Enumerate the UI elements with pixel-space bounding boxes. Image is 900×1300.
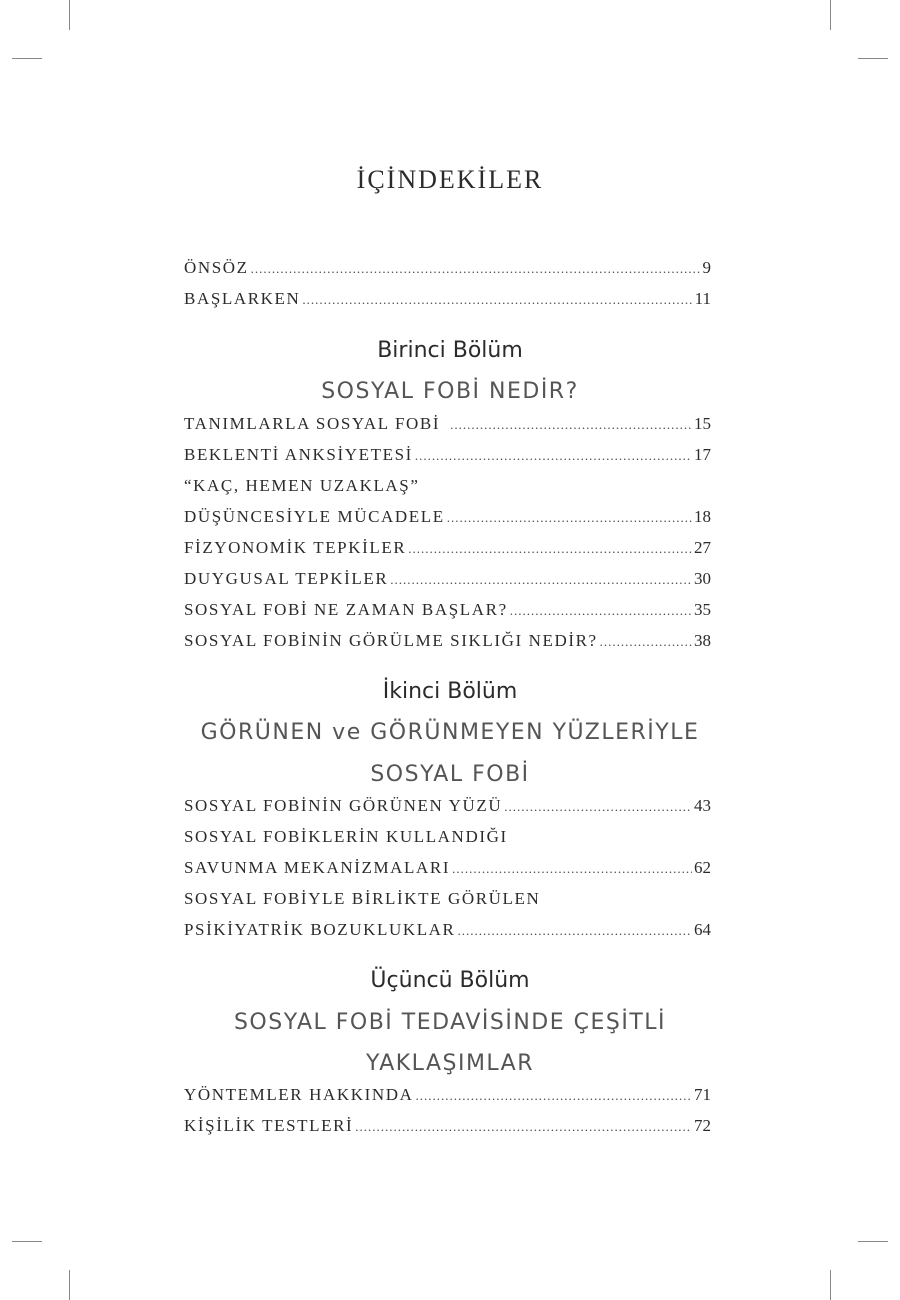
toc-leader — [390, 572, 692, 588]
toc-entry-title: BAŞLARKEN — [184, 289, 301, 308]
page-title: İÇİNDEKİLER — [356, 165, 544, 194]
toc-leader — [415, 448, 692, 464]
crop-mark — [69, 1270, 70, 1300]
toc-leader — [355, 1119, 692, 1135]
toc-page-number: 27 — [694, 538, 711, 557]
toc-entry-title: ÖNSÖZ — [184, 258, 249, 277]
crop-mark — [858, 1241, 888, 1242]
toc-entry-title: TANIMLARLA SOSYAL FOBİ — [184, 414, 441, 433]
part-title: İkinci Bölüm — [382, 679, 518, 704]
toc-leader — [408, 541, 692, 557]
section-heading: GÖRÜNEN ve GÖRÜNMEYEN YÜZLERİYLE — [200, 720, 700, 745]
toc-entry — [184, 258, 711, 286]
toc-page-number: 64 — [694, 920, 711, 939]
toc-entry-title: DÜŞÜNCESİYLE MÜCADELE — [184, 507, 445, 526]
toc-entry-title: YÖNTEMLER HAKKINDA — [184, 1085, 414, 1104]
toc-page-number: 30 — [694, 569, 711, 588]
toc-entry — [184, 445, 711, 473]
toc-entry — [184, 507, 711, 535]
crop-mark — [830, 1270, 831, 1300]
crop-mark — [69, 0, 70, 30]
toc-leader — [600, 634, 692, 650]
toc-entry — [184, 289, 711, 317]
crop-mark — [12, 58, 42, 59]
toc-entry-title: SAVUNMA MEKANİZMALARI — [184, 858, 451, 877]
section-heading: SOSYAL FOBİ — [370, 762, 530, 787]
crop-mark — [12, 1241, 42, 1242]
toc-page-number: 18 — [694, 507, 711, 526]
toc-entry-title: BEKLENTİ ANKSİYETESİ — [184, 445, 413, 464]
toc-entry — [184, 827, 711, 855]
section-heading: YAKLAŞIMLAR — [365, 1051, 535, 1076]
toc-entry-title: KİŞİLİK TESTLERİ — [184, 1116, 354, 1135]
section-heading: SOSYAL FOBİ TEDAVİSİNDE ÇEŞİTLİ — [233, 1010, 667, 1035]
toc-entry-title: SOSYAL FOBİNİN GÖRÜLME SIKLIĞI NEDİR? — [184, 631, 598, 650]
toc-page-number: 9 — [702, 258, 711, 277]
toc-leader — [450, 417, 692, 433]
toc-entry — [184, 889, 711, 917]
section-heading: SOSYAL FOBİ NEDİR? — [321, 379, 579, 404]
toc-entry-title: “KAÇ, HEMEN UZAKLAŞ” — [184, 476, 420, 495]
toc-entry — [184, 920, 711, 948]
toc-entry-title: SOSYAL FOBİNİN GÖRÜNEN YÜZÜ — [184, 796, 503, 815]
toc-entry-title: SOSYAL FOBİKLERİN KULLANDIĞI — [184, 827, 508, 846]
toc-page-number: 43 — [694, 796, 711, 815]
toc-entry-title: SOSYAL FOBİ NE ZAMAN BAŞLAR? — [184, 600, 508, 619]
toc-entry — [184, 538, 711, 566]
toc-entry-title: FİZYONOMİK TEPKİLER — [184, 538, 407, 557]
toc-entry-title: PSİKİYATRİK BOZUKLUKLAR — [184, 920, 456, 939]
crop-mark — [858, 58, 888, 59]
toc-page-number: 62 — [694, 858, 711, 877]
toc-page-number: 11 — [694, 289, 711, 308]
toc-leader — [452, 861, 692, 877]
toc-leader — [504, 799, 692, 815]
toc-page-number: 15 — [694, 414, 711, 433]
toc-page-number: 17 — [694, 445, 711, 464]
toc-leader — [458, 923, 693, 939]
toc-entry — [184, 600, 711, 628]
toc-entry-title: DUYGUSAL TEPKİLER — [184, 569, 389, 588]
toc-entry — [184, 476, 711, 504]
toc-entry — [184, 569, 711, 597]
toc-entry — [184, 631, 711, 659]
toc-leader — [447, 510, 692, 526]
toc-entry — [184, 1085, 711, 1113]
toc-leader — [302, 292, 692, 308]
toc-leader — [251, 261, 701, 277]
part-title: Birinci Bölüm — [377, 338, 523, 363]
toc-leader — [510, 603, 692, 619]
toc-entry — [184, 1116, 711, 1144]
toc-page-number: 38 — [694, 631, 711, 650]
toc-page-number: 35 — [694, 600, 711, 619]
crop-mark — [830, 0, 831, 30]
toc-entry — [184, 858, 711, 886]
toc-entry — [184, 414, 711, 442]
toc-entry-title: SOSYAL FOBİYLE BİRLİKTE GÖRÜLEN — [184, 889, 541, 908]
toc-leader — [415, 1088, 692, 1104]
part-title: Üçüncü Bölüm — [370, 968, 530, 993]
toc-page-number: 72 — [694, 1116, 711, 1135]
toc-page-number: 71 — [694, 1085, 711, 1104]
toc-entry — [184, 796, 711, 824]
